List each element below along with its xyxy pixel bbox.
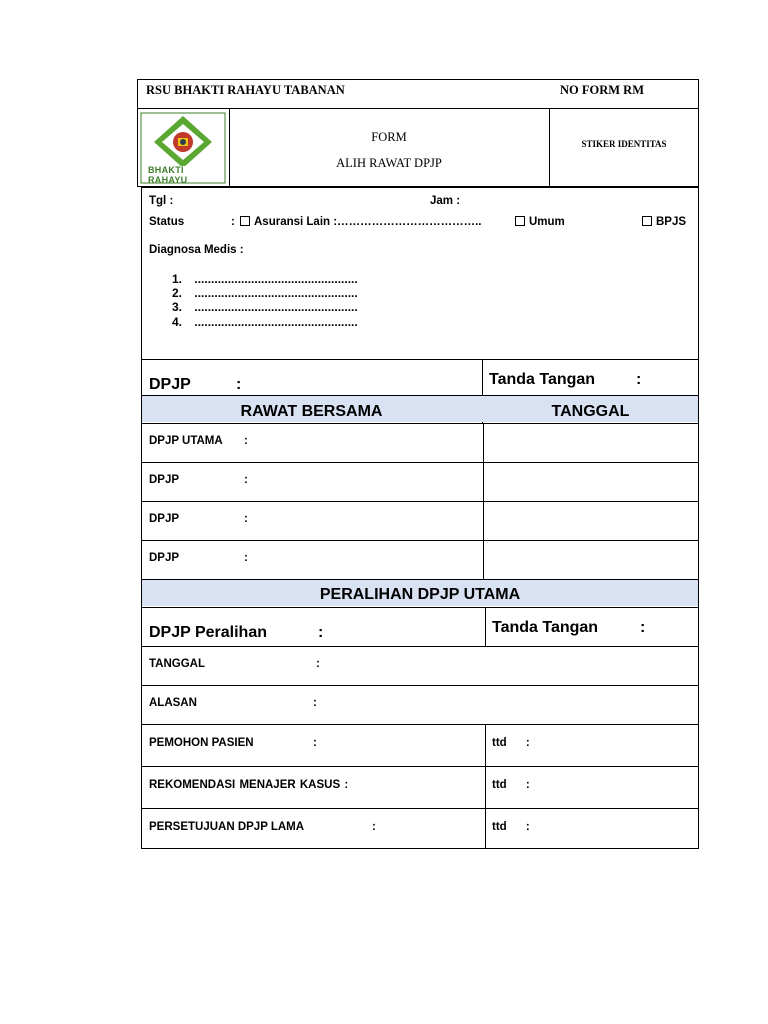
alasan-label: ALASAN <box>149 697 197 709</box>
divider <box>485 607 486 646</box>
rawat-row-colon: : <box>244 513 248 525</box>
divider <box>485 724 486 849</box>
hospital-name: RSU BHAKTI RAHAYU TABANAN <box>146 83 345 97</box>
rawat-row-label: DPJP <box>149 513 180 525</box>
diagnosa-num: 2. <box>172 286 183 300</box>
ttd-colon: : <box>525 737 530 749</box>
divider <box>141 540 699 541</box>
option-bpjs-label: BPJS <box>656 216 687 228</box>
logo-divider <box>229 108 230 187</box>
option-asuransi[interactable] <box>240 216 481 228</box>
diagnosa-line: ................................................. <box>194 286 358 300</box>
alasan-colon: : <box>313 697 317 709</box>
diagnosa-num: 3. <box>172 300 183 314</box>
approval-label: PEMOHON PASIEN <box>149 737 254 749</box>
dpjp-colon: : <box>236 376 242 393</box>
status-colon: : <box>231 216 235 228</box>
ttd-colon: : <box>525 779 530 791</box>
ttd-colon: : <box>636 371 642 388</box>
tanggal-title: TANGGAL <box>551 403 630 420</box>
divider <box>141 359 699 360</box>
diagnosa-label: Diagnosa Medis : <box>149 244 244 256</box>
approval-ttd <box>492 821 530 833</box>
rawat-row-colon: : <box>244 474 248 486</box>
divider <box>141 423 699 424</box>
peralihan-ttd-label: Tanda Tangan <box>492 619 599 636</box>
rawat-row-colon: : <box>244 435 248 447</box>
diagnosa-num: 1. <box>172 272 183 286</box>
diagnosa-item[interactable] <box>172 286 358 300</box>
checkbox-bpjs[interactable] <box>642 216 652 226</box>
approval-ttd <box>492 737 530 749</box>
divider <box>141 462 699 463</box>
ttd-label: Tanda Tangan <box>489 371 596 388</box>
peralihan-title: PERALIHAN DPJP UTAMA <box>319 586 521 603</box>
divider <box>141 685 699 686</box>
diagnosa-item[interactable] <box>172 272 358 286</box>
tanggal-label: TANGGAL <box>149 658 206 670</box>
peralihan-ttd-colon: : <box>640 619 646 636</box>
ttd-text: ttd <box>492 737 507 749</box>
diagnosa-item[interactable] <box>172 315 358 329</box>
diagnosa-num: 4. <box>172 315 183 329</box>
checkbox-umum[interactable] <box>515 216 525 226</box>
rawat-row-label: DPJP <box>149 552 180 564</box>
hospital-logo <box>140 112 226 184</box>
option-umum[interactable] <box>515 216 565 228</box>
rawat-row-label: DPJP UTAMA <box>149 435 223 447</box>
approval-ttd <box>492 779 530 791</box>
form-title-line1: FORM <box>371 130 407 144</box>
rawat-row-label: DPJP <box>149 474 180 486</box>
approval-label: REKOMENDASI MENAJER KASUS : <box>149 779 349 791</box>
approval-colon: : <box>313 737 317 749</box>
header-divider <box>137 108 699 109</box>
tanggal-colon: : <box>316 658 320 670</box>
approval-label: PERSETUJUAN DPJP LAMA <box>149 821 305 833</box>
divider <box>141 766 699 767</box>
dpjp-label: DPJP <box>149 376 191 393</box>
option-bpjs[interactable] <box>642 216 686 228</box>
ttd-colon: : <box>525 821 530 833</box>
divider <box>141 646 699 647</box>
diagnosa-line: ................................................. <box>194 315 358 329</box>
jam-label: Jam : <box>430 195 461 207</box>
option-asuransi-label: Asuransi Lain :……………………………….. <box>254 216 482 228</box>
diagnosa-line: ................................................. <box>194 300 358 314</box>
option-umum-label: Umum <box>529 216 565 228</box>
form-title-line2: ALIH RAWAT DPJP <box>336 156 442 170</box>
divider <box>141 808 699 809</box>
approval-colon: : <box>372 821 376 833</box>
diagnosa-line: ................................................. <box>194 272 358 286</box>
dpjp-peralihan-label: DPJP Peralihan <box>149 624 267 641</box>
divider <box>141 724 699 725</box>
dpjp-peralihan-colon: : <box>318 624 324 641</box>
no-form-label: NO FORM RM <box>560 83 645 97</box>
ttd-text: ttd <box>492 779 507 791</box>
status-label: Status <box>149 216 185 228</box>
divider <box>141 395 699 396</box>
ttd-text: ttd <box>492 821 507 833</box>
rawat-row-colon: : <box>244 552 248 564</box>
rawat-bersama-title: RAWAT BERSAMA <box>240 403 383 420</box>
divider <box>141 501 699 502</box>
diagnosa-item[interactable] <box>172 300 358 314</box>
sticker-label: STIKER IDENTITAS <box>581 139 667 149</box>
tgl-label: Tgl : <box>149 195 174 207</box>
logo-text: BHAKTI RAHAYU <box>148 165 188 185</box>
divider <box>141 607 699 608</box>
checkbox-asuransi[interactable] <box>240 216 250 226</box>
